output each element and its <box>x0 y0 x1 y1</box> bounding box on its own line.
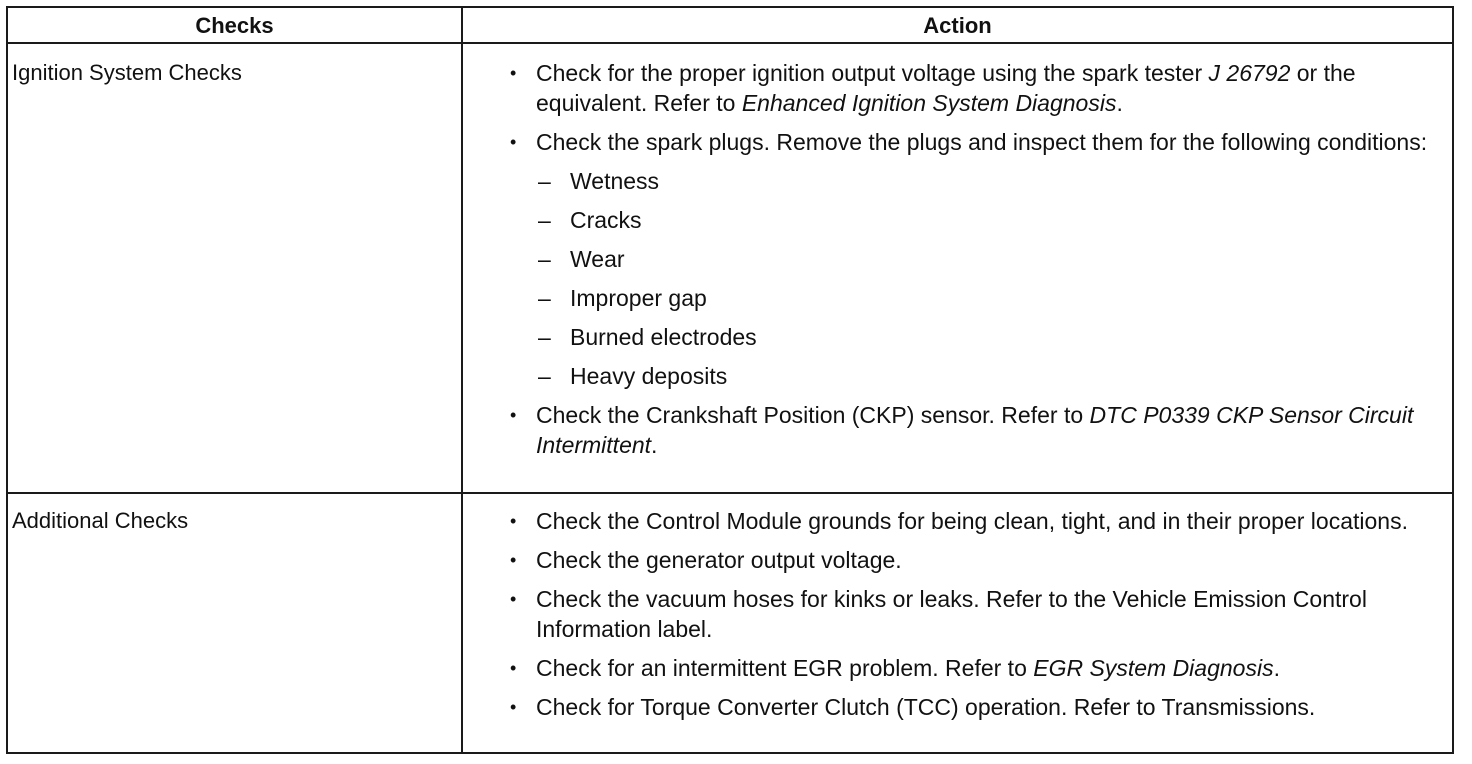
item-text: Check the Control Module grounds for being clean, tight, and in their proper locations. <box>536 508 1408 534</box>
item-text: . <box>651 432 658 458</box>
dash-icon: – <box>538 207 551 233</box>
item-emphasis: EGR System Diagnosis <box>1033 655 1274 681</box>
item-text: Check the Crankshaft Position (CKP) sensor. Refer to <box>536 402 1090 428</box>
list-item <box>504 545 1434 575</box>
bullet-icon: • <box>510 63 517 83</box>
sub-item-text: Heavy deposits <box>570 363 728 389</box>
dash-icon: – <box>538 168 551 194</box>
bullet-icon: • <box>510 697 517 717</box>
dash-icon: – <box>538 324 551 350</box>
sub-item <box>536 205 1434 235</box>
bullet-icon: • <box>510 405 517 425</box>
sub-item-text: Improper gap <box>570 285 707 311</box>
list-item <box>504 400 1434 460</box>
row-divider <box>8 492 1452 494</box>
checks-table <box>6 6 1454 754</box>
item-emphasis: Enhanced Ignition System Diagnosis <box>741 90 1117 116</box>
bullet-icon: • <box>510 589 517 609</box>
item-emphasis: DTC P0339 CKP Sensor Circuit Intermittent <box>536 402 1414 458</box>
item-text: or the equivalent. Refer to <box>536 60 1356 116</box>
bullet-icon: • <box>510 550 517 570</box>
item-text: Check the generator output voltage. <box>536 547 902 573</box>
bullet-icon: • <box>510 658 517 678</box>
sub-item <box>536 244 1434 274</box>
bullet-icon: • <box>510 132 517 152</box>
item-text: Check the spark plugs. Remove the plugs and inspect them for the following conditions: <box>536 129 1428 155</box>
item-text: . <box>1116 90 1123 116</box>
sub-item-text: Wetness <box>570 168 660 194</box>
check-label-ignition: Ignition System Checks <box>12 60 242 85</box>
item-text: Check the vacuum hoses for kinks or leaks. Refer to the Vehicle Emission Control Information label. <box>536 586 1367 642</box>
sub-item-text: Burned electrodes <box>570 324 757 350</box>
header-checks: Checks <box>195 13 274 38</box>
list-item <box>504 584 1434 644</box>
header-divider <box>8 42 1452 44</box>
sub-item-text: Cracks <box>570 207 642 233</box>
list-item <box>504 58 1434 118</box>
list-item <box>504 692 1434 722</box>
sub-item <box>536 283 1434 313</box>
header-action: Action <box>923 13 992 38</box>
column-divider <box>461 8 463 752</box>
dash-icon: – <box>538 285 551 311</box>
action-cell-additional <box>504 506 1434 731</box>
dash-icon: – <box>538 363 551 389</box>
item-text: Check for Torque Converter Clutch (TCC) operation. Refer to Transmissions. <box>536 694 1316 720</box>
bullet-icon: • <box>510 511 517 531</box>
item-emphasis: J 26792 <box>1208 60 1291 86</box>
sub-item <box>536 361 1434 391</box>
sub-item <box>536 322 1434 352</box>
check-label-additional: Additional Checks <box>12 508 189 533</box>
item-text: Check for an intermittent EGR problem. Refer to <box>536 655 1034 681</box>
list-item <box>504 127 1434 157</box>
item-text: Check for the proper ignition output voltage using the spark tester <box>536 60 1209 86</box>
sub-item-text: Wear <box>570 246 625 272</box>
dash-icon: – <box>538 246 551 272</box>
item-text: . <box>1273 655 1280 681</box>
list-item <box>504 506 1434 536</box>
action-cell-ignition <box>504 58 1434 469</box>
list-item <box>504 653 1434 683</box>
sub-item <box>536 166 1434 196</box>
